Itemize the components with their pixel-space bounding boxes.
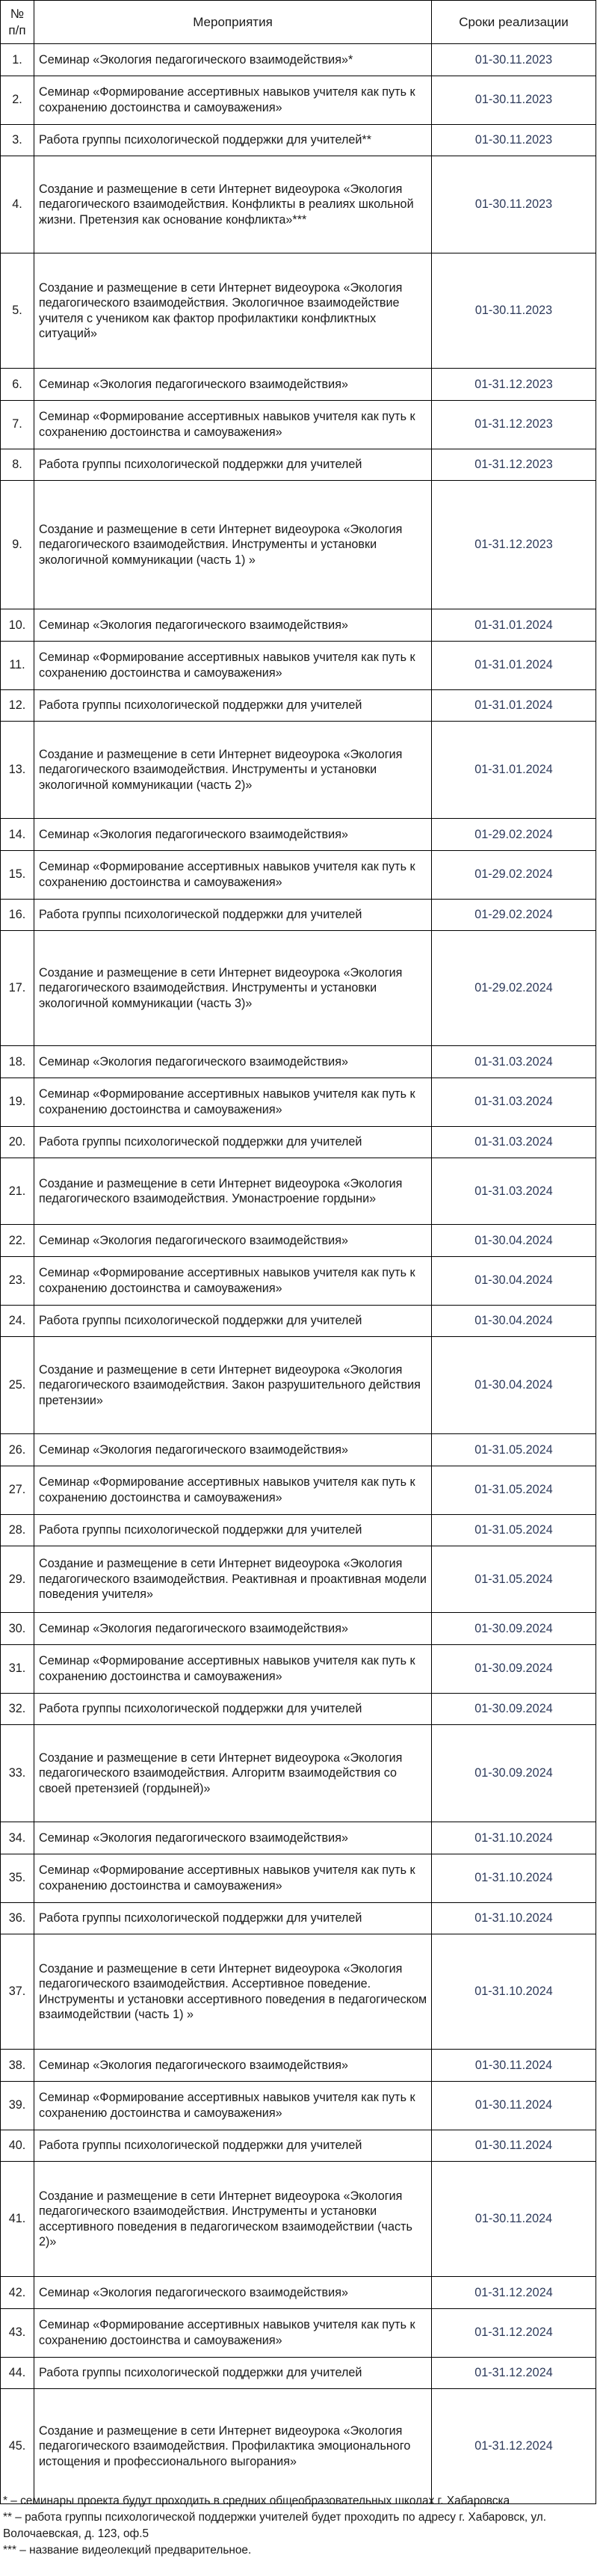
date-cell: 01-31.01.2024 [432,722,596,819]
row-number: 27. [1,1466,34,1514]
table-row [1,2277,596,2309]
date-cell: 01-30.09.2024 [432,1613,596,1645]
date-cell: 01-31.12.2023 [432,449,596,481]
event-cell: Создание и размещение в сети Интернет видеоурока «Экология педагогического взаимодействия. Профилактика эмоционального истощения и профессионального выгорания» [34,2389,432,2504]
date-cell: 01-30.11.2024 [432,2162,596,2277]
table-row [1,369,596,401]
table-row [1,2050,596,2082]
date-cell: 01-30.11.2024 [432,2081,596,2130]
table-row [1,2162,596,2277]
table-header-row [1,1,596,44]
event-cell: Создание и размещение в сети Интернет видеоурока «Экология педагогического взаимодействия. Инструменты и установки экологичной коммуникации (часть 3)» [34,931,432,1046]
date-cell: 01-29.02.2024 [432,819,596,851]
table-row [1,850,596,899]
table-row [1,1466,596,1514]
event-cell: Семинар «Экология педагогического взаимодействия» [34,2050,432,2082]
table-row [1,1725,596,1822]
footnote-1: * – семинары проекта будут проходить в средних общеобразовательных школах г. Хабаровска [3,2494,510,2507]
row-number: 24. [1,1305,34,1337]
row-number: 30. [1,1613,34,1645]
table-row [1,1046,596,1078]
event-cell: Работа группы психологической поддержки для учителей [34,2130,432,2162]
event-cell: Семинар «Формирование ассертивных навыков учителя как путь к сохранению достоинства и самоуважения» [34,76,432,124]
date-cell: 01-31.12.2023 [432,369,596,401]
date-cell: 01-31.03.2024 [432,1046,596,1078]
event-cell: Семинар «Экология педагогического взаимодействия» [34,1225,432,1257]
row-number: 10. [1,609,34,642]
row-number: 14. [1,819,34,851]
date-cell: 01-30.11.2023 [432,76,596,124]
date-cell: 01-31.01.2024 [432,641,596,689]
header-date: Сроки реализации [432,1,596,44]
row-number: 35. [1,1854,34,1902]
date-cell: 01-29.02.2024 [432,850,596,899]
date-cell: 01-31.10.2024 [432,1854,596,1902]
row-number: 12. [1,689,34,722]
event-cell: Семинар «Экология педагогического взаимодействия» [34,819,432,851]
event-cell: Работа группы психологической поддержки для учителей [34,2357,432,2389]
row-number: 43. [1,2308,34,2357]
row-number: 34. [1,1822,34,1854]
row-number: 11. [1,641,34,689]
date-cell: 01-31.05.2024 [432,1514,596,1546]
event-cell: Семинар «Экология педагогического взаимодействия» [34,1434,432,1466]
event-cell: Семинар «Формирование ассертивных навыков учителя как путь к сохранению достоинства и самоуважения» [34,2081,432,2130]
table-row [1,481,596,609]
table-row [1,931,596,1046]
table-row [1,124,596,156]
date-cell: 01-31.12.2024 [432,2389,596,2504]
date-cell: 01-31.05.2024 [432,1434,596,1466]
row-number: 8. [1,449,34,481]
row-number: 42. [1,2277,34,2309]
table-row [1,2130,596,2162]
date-cell: 01-30.04.2024 [432,1256,596,1305]
date-cell: 01-31.03.2024 [432,1158,596,1225]
row-number: 7. [1,400,34,449]
row-number: 21. [1,1158,34,1225]
date-cell: 01-30.11.2023 [432,253,596,369]
date-cell: 01-30.11.2024 [432,2050,596,2082]
row-number: 44. [1,2357,34,2389]
row-number: 3. [1,124,34,156]
table-row [1,1305,596,1337]
date-cell: 01-31.12.2024 [432,2277,596,2309]
row-number: 2. [1,76,34,124]
event-cell: Работа группы психологической поддержки для учителей [34,1902,432,1934]
table-row [1,2389,596,2504]
row-number: 15. [1,850,34,899]
event-cell: Семинар «Экология педагогического взаимодействия» [34,1613,432,1645]
date-cell: 01-30.09.2024 [432,1644,596,1693]
date-cell: 01-30.11.2024 [432,2130,596,2162]
table-row [1,1434,596,1466]
table-row [1,722,596,819]
event-cell: Семинар «Формирование ассертивных навыков учителя как путь к сохранению достоинства и самоуважения» [34,1854,432,1902]
table-row [1,1613,596,1645]
row-number: 1. [1,44,34,76]
date-cell: 01-31.12.2024 [432,2357,596,2389]
table-row [1,899,596,931]
row-number: 25. [1,1337,34,1434]
date-cell: 01-31.10.2024 [432,1822,596,1854]
table-row [1,44,596,76]
event-cell: Семинар «Формирование ассертивных навыков учителя как путь к сохранению достоинства и самоуважения» [34,1466,432,1514]
date-cell: 01-31.01.2024 [432,689,596,722]
table-row [1,1158,596,1225]
table-row [1,1822,596,1854]
event-cell: Создание и размещение в сети Интернет видеоурока «Экология педагогического взаимодействия. Алгоритм взаимодействия со своей претензией (гордыней)» [34,1725,432,1822]
event-cell: Семинар «Формирование ассертивных навыков учителя как путь к сохранению достоинства и самоуважения» [34,850,432,899]
date-cell: 01-31.12.2023 [432,481,596,609]
event-cell: Работа группы психологической поддержки для учителей [34,689,432,722]
header-event: Мероприятия [34,1,432,44]
event-cell: Семинар «Формирование ассертивных навыков учителя как путь к сохранению достоинства и самоуважения» [34,1256,432,1305]
event-cell: Семинар «Формирование ассертивных навыков учителя как путь к сохранению достоинства и самоуважения» [34,1644,432,1693]
date-cell: 01-30.04.2024 [432,1337,596,1434]
date-cell: 01-31.05.2024 [432,1546,596,1613]
date-cell: 01-30.04.2024 [432,1305,596,1337]
table-row [1,156,596,253]
date-cell: 01-31.10.2024 [432,1934,596,2050]
event-cell: Семинар «Экология педагогического взаимодействия» [34,1822,432,1854]
date-cell: 01-29.02.2024 [432,899,596,931]
event-cell: Семинар «Экология педагогического взаимодействия»* [34,44,432,76]
date-cell: 01-31.12.2024 [432,2308,596,2357]
row-number: 31. [1,1644,34,1693]
footnote-3: *** – название видеолекций предварительное. [3,2544,252,2557]
row-number: 22. [1,1225,34,1257]
event-cell: Семинар «Формирование ассертивных навыков учителя как путь к сохранению достоинства и самоуважения» [34,641,432,689]
row-number: 9. [1,481,34,609]
row-number: 28. [1,1514,34,1546]
event-cell: Работа группы психологической поддержки для учителей [34,1126,432,1158]
date-cell: 01-30.11.2023 [432,44,596,76]
table-row [1,1693,596,1725]
table-row [1,609,596,642]
date-cell: 01-30.09.2024 [432,1693,596,1725]
event-cell: Семинар «Формирование ассертивных навыков учителя как путь к сохранению достоинства и самоуважения» [34,1078,432,1126]
row-number: 19. [1,1078,34,1126]
row-number: 4. [1,156,34,253]
table-row [1,1546,596,1613]
header-num: № п/п [1,1,34,44]
row-number: 32. [1,1693,34,1725]
row-number: 36. [1,1902,34,1934]
event-cell: Работа группы психологической поддержки для учителей [34,1305,432,1337]
date-cell: 01-31.03.2024 [432,1126,596,1158]
row-number: 33. [1,1725,34,1822]
table-row [1,1514,596,1546]
table-row [1,1854,596,1902]
footnotes [3,2493,593,2559]
table-row [1,1644,596,1693]
event-cell: Работа группы психологической поддержки для учителей** [34,124,432,156]
table-row [1,689,596,722]
date-cell: 01-31.10.2024 [432,1902,596,1934]
row-number: 37. [1,1934,34,2050]
event-cell: Создание и размещение в сети Интернет видеоурока «Экология педагогического взаимодействия. Экологичное взаимодействие учителя с учеником как фактор профилактики конфликтных ситуаций» [34,253,432,369]
row-number: 16. [1,899,34,931]
event-cell: Создание и размещение в сети Интернет видеоурока «Экология педагогического взаимодействия. Умонастроение гордыни» [34,1158,432,1225]
event-cell: Семинар «Формирование ассертивных навыков учителя как путь к сохранению достоинства и самоуважения» [34,2308,432,2357]
date-cell: 01-31.05.2024 [432,1466,596,1514]
row-number: 13. [1,722,34,819]
event-cell: Работа группы психологической поддержки для учителей [34,1693,432,1725]
table-row [1,819,596,851]
event-cell: Семинар «Экология педагогического взаимодействия» [34,369,432,401]
table-row [1,1934,596,2050]
date-cell: 01-30.11.2023 [432,124,596,156]
event-cell: Создание и размещение в сети Интернет видеоурока «Экология педагогического взаимодействия. Конфликты в реалиях школьной жизни. Претензия как основание конфликта»*** [34,156,432,253]
event-cell: Создание и размещение в сети Интернет видеоурока «Экология педагогического взаимодействия. Закон разрушительного действия претензии» [34,1337,432,1434]
table-row [1,2081,596,2130]
date-cell: 01-31.01.2024 [432,609,596,642]
date-cell: 01-30.09.2024 [432,1725,596,1822]
event-cell: Семинар «Экология педагогического взаимодействия» [34,2277,432,2309]
event-cell: Семинар «Экология педагогического взаимодействия» [34,1046,432,1078]
row-number: 41. [1,2162,34,2277]
event-cell: Создание и размещение в сети Интернет видеоурока «Экология педагогического взаимодействия. Ассертивное поведение. Инструменты и установки ассертивного поведения в педагогическом взаимодействии (часть 1) » [34,1934,432,2050]
event-cell: Создание и размещение в сети Интернет видеоурока «Экология педагогического взаимодействия. Реактивная и проактивная модели поведения учителя» [34,1546,432,1613]
row-number: 20. [1,1126,34,1158]
footnote-2: ** – работа группы психологической поддержки учителей будет проходить по адресу г. Хабаровск, ул. Волочаевская, д. 123, оф.5 [3,2511,547,2540]
row-number: 5. [1,253,34,369]
event-cell: Семинар «Экология педагогического взаимодействия» [34,609,432,642]
table-row [1,2308,596,2357]
table-row [1,76,596,124]
event-cell: Создание и размещение в сети Интернет видеоурока «Экология педагогического взаимодействия. Инструменты и установки экологичной коммуникации (часть 1) » [34,481,432,609]
table-row [1,1902,596,1934]
table-row [1,1225,596,1257]
row-number: 6. [1,369,34,401]
date-cell: 01-31.12.2023 [432,400,596,449]
table-row [1,2357,596,2389]
row-number: 39. [1,2081,34,2130]
event-cell: Создание и размещение в сети Интернет видеоурока «Экология педагогического взаимодействия. Инструменты и установки экологичной коммуникации (часть 2)» [34,722,432,819]
date-cell: 01-31.03.2024 [432,1078,596,1126]
row-number: 23. [1,1256,34,1305]
row-number: 26. [1,1434,34,1466]
table-row [1,641,596,689]
event-cell: Создание и размещение в сети Интернет видеоурока «Экология педагогического взаимодействия. Инструменты и установки ассертивного поведения в педагогическом взаимодействии (часть 2)» [34,2162,432,2277]
date-cell: 01-30.04.2024 [432,1225,596,1257]
row-number: 17. [1,931,34,1046]
table-row [1,1256,596,1305]
row-number: 40. [1,2130,34,2162]
table-row [1,1078,596,1126]
date-cell: 01-30.11.2023 [432,156,596,253]
date-cell: 01-29.02.2024 [432,931,596,1046]
table-row [1,449,596,481]
table-row [1,1337,596,1434]
table-row [1,400,596,449]
table-body [1,44,596,2504]
event-cell: Работа группы психологической поддержки для учителей [34,1514,432,1546]
event-cell: Семинар «Формирование ассертивных навыков учителя как путь к сохранению достоинства и самоуважения» [34,400,432,449]
event-cell: Работа группы психологической поддержки для учителей [34,449,432,481]
table-row [1,253,596,369]
row-number: 29. [1,1546,34,1613]
table-row [1,1126,596,1158]
row-number: 38. [1,2050,34,2082]
row-number: 18. [1,1046,34,1078]
event-cell: Работа группы психологической поддержки для учителей [34,899,432,931]
row-number: 45. [1,2389,34,2504]
